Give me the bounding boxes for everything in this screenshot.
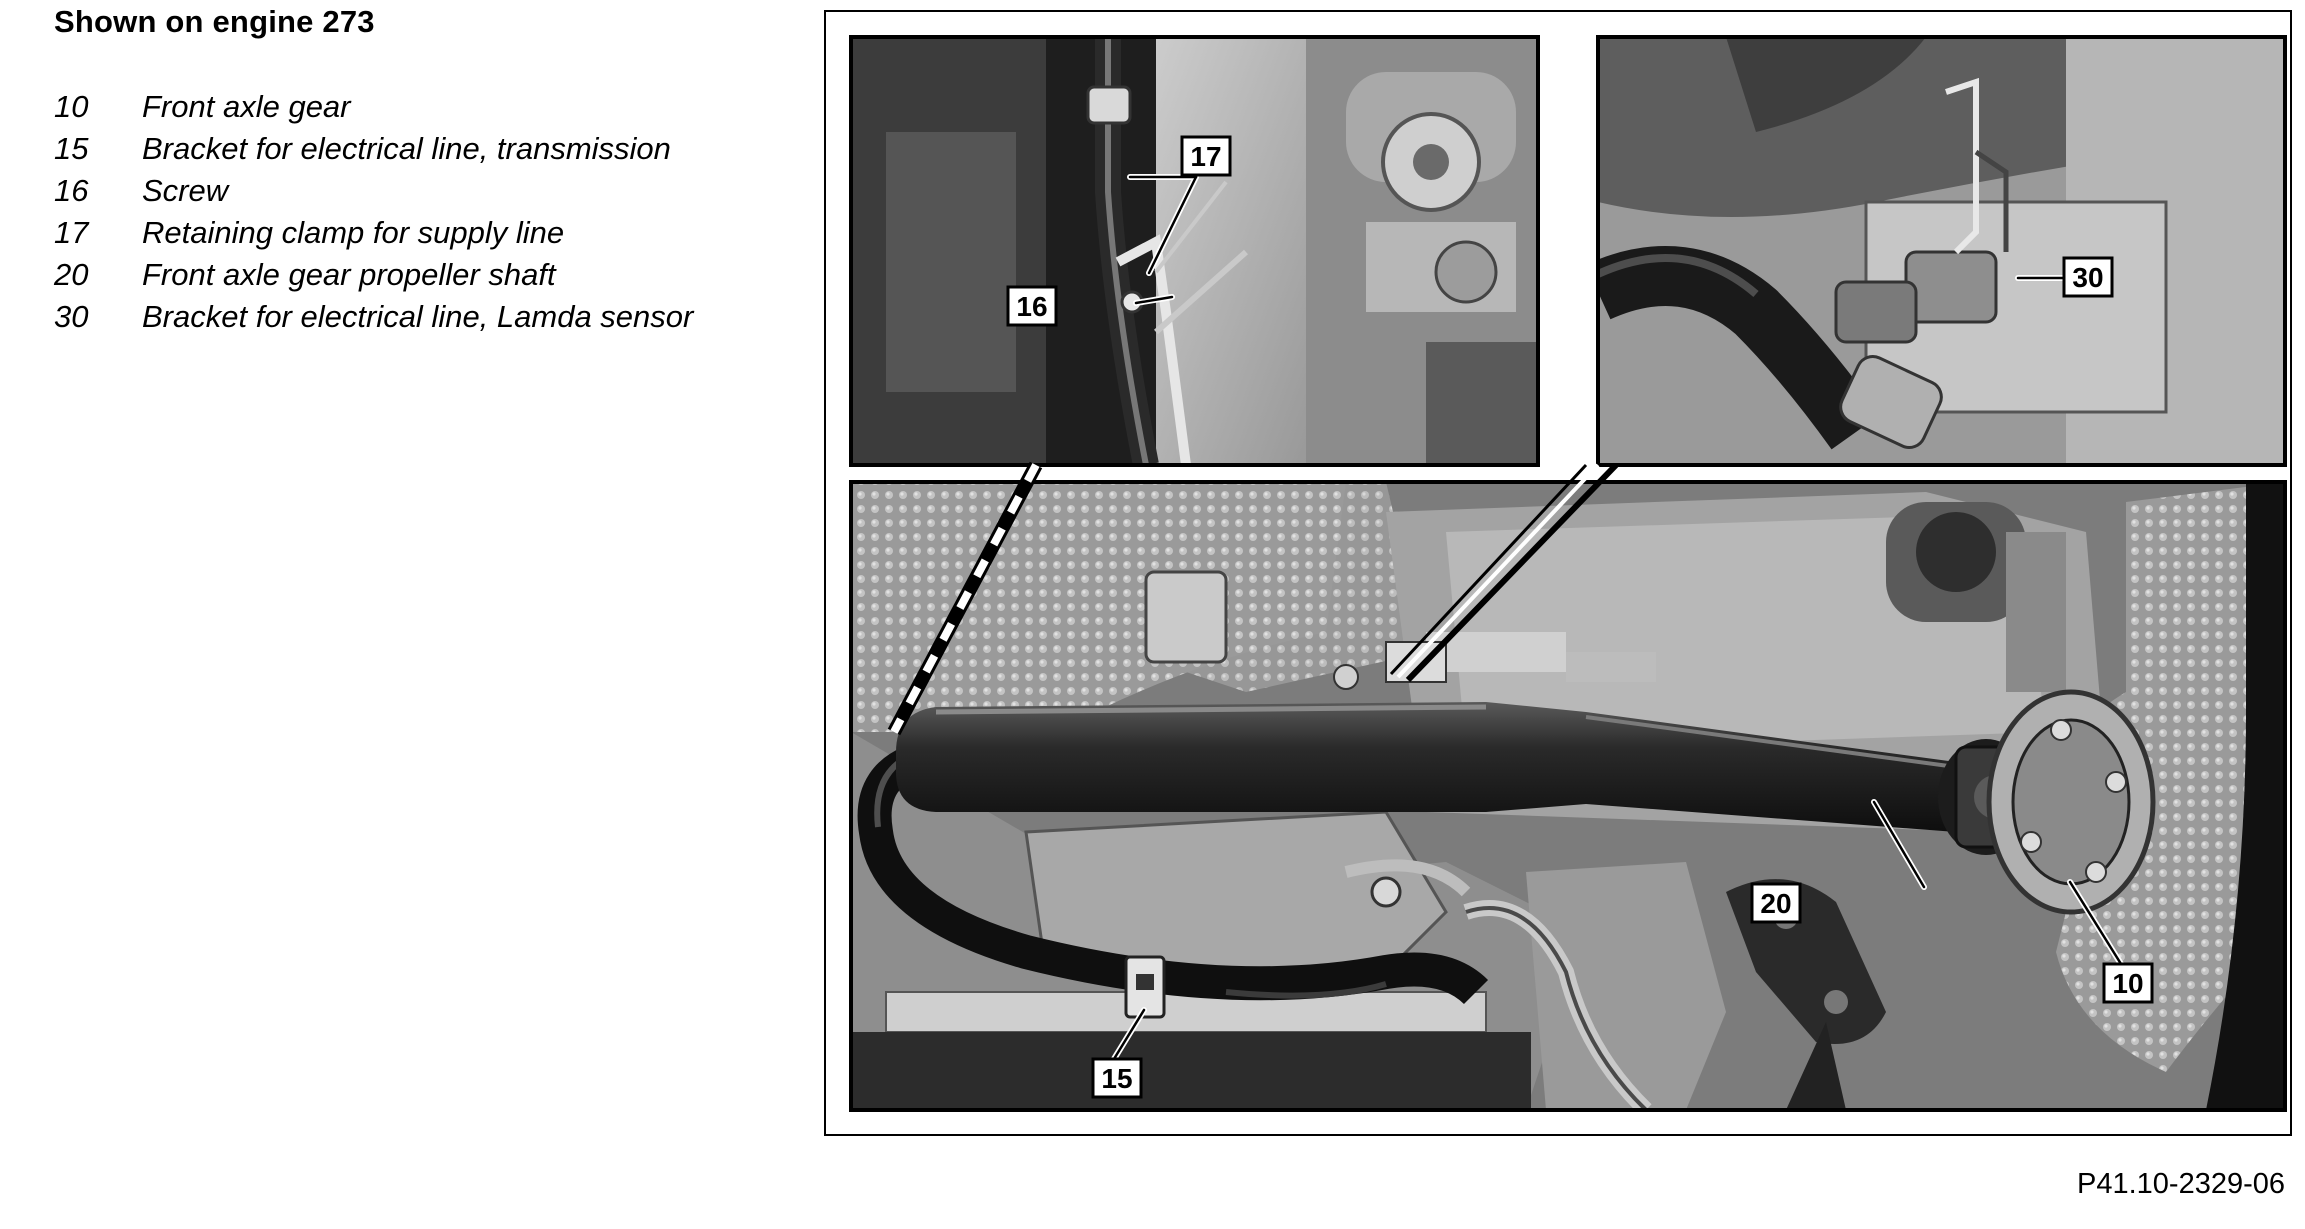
legend-label: Screw (142, 173, 229, 208)
figure-reference: P41.10-2329-06 (2077, 1168, 2285, 1200)
legend-number: 30 (54, 299, 89, 334)
callout-16 (1008, 287, 1056, 325)
legend-item (54, 170, 794, 212)
callout-30-label: 30 (2072, 262, 2104, 293)
callout-16-label: 16 (1016, 291, 1048, 322)
legend-number: 16 (54, 173, 89, 208)
legend-label: Front axle gear (142, 89, 351, 124)
legend-label: Retaining clamp for supply line (142, 215, 565, 250)
callout-20-label: 20 (1760, 888, 1792, 919)
legend-item (54, 212, 794, 254)
callout-30 (2064, 258, 2112, 296)
legend-item (54, 296, 794, 338)
callout-15 (1093, 1059, 1141, 1097)
legend-number: 17 (54, 215, 89, 250)
legend-label: Front axle gear propeller shaft (142, 257, 556, 292)
section-heading: Shown on engine 273 (54, 4, 375, 39)
callout-10-label: 10 (2112, 968, 2144, 999)
legend-item (54, 86, 794, 128)
legend-item (54, 128, 794, 170)
legend-label: Bracket for electrical line, Lamda sensor (142, 299, 694, 334)
legend-number: 20 (54, 257, 89, 292)
callout-17-label: 17 (1190, 141, 1222, 172)
figure-illustration (826, 12, 2290, 1134)
callout-17 (1182, 137, 1230, 175)
callout-20 (1752, 884, 1800, 922)
legend-number: 10 (54, 89, 89, 124)
callout-15-label: 15 (1101, 1063, 1133, 1094)
main-photo (851, 482, 2285, 1110)
callout-10 (2104, 964, 2152, 1002)
legend-number: 15 (54, 131, 89, 166)
legend-list (54, 86, 794, 338)
figure-frame (824, 10, 2292, 1136)
inset-photo-left (851, 37, 1538, 465)
legend-label: Bracket for electrical line, transmission (142, 131, 671, 166)
inset-photo-right (1598, 37, 2285, 465)
legend-item (54, 254, 794, 296)
